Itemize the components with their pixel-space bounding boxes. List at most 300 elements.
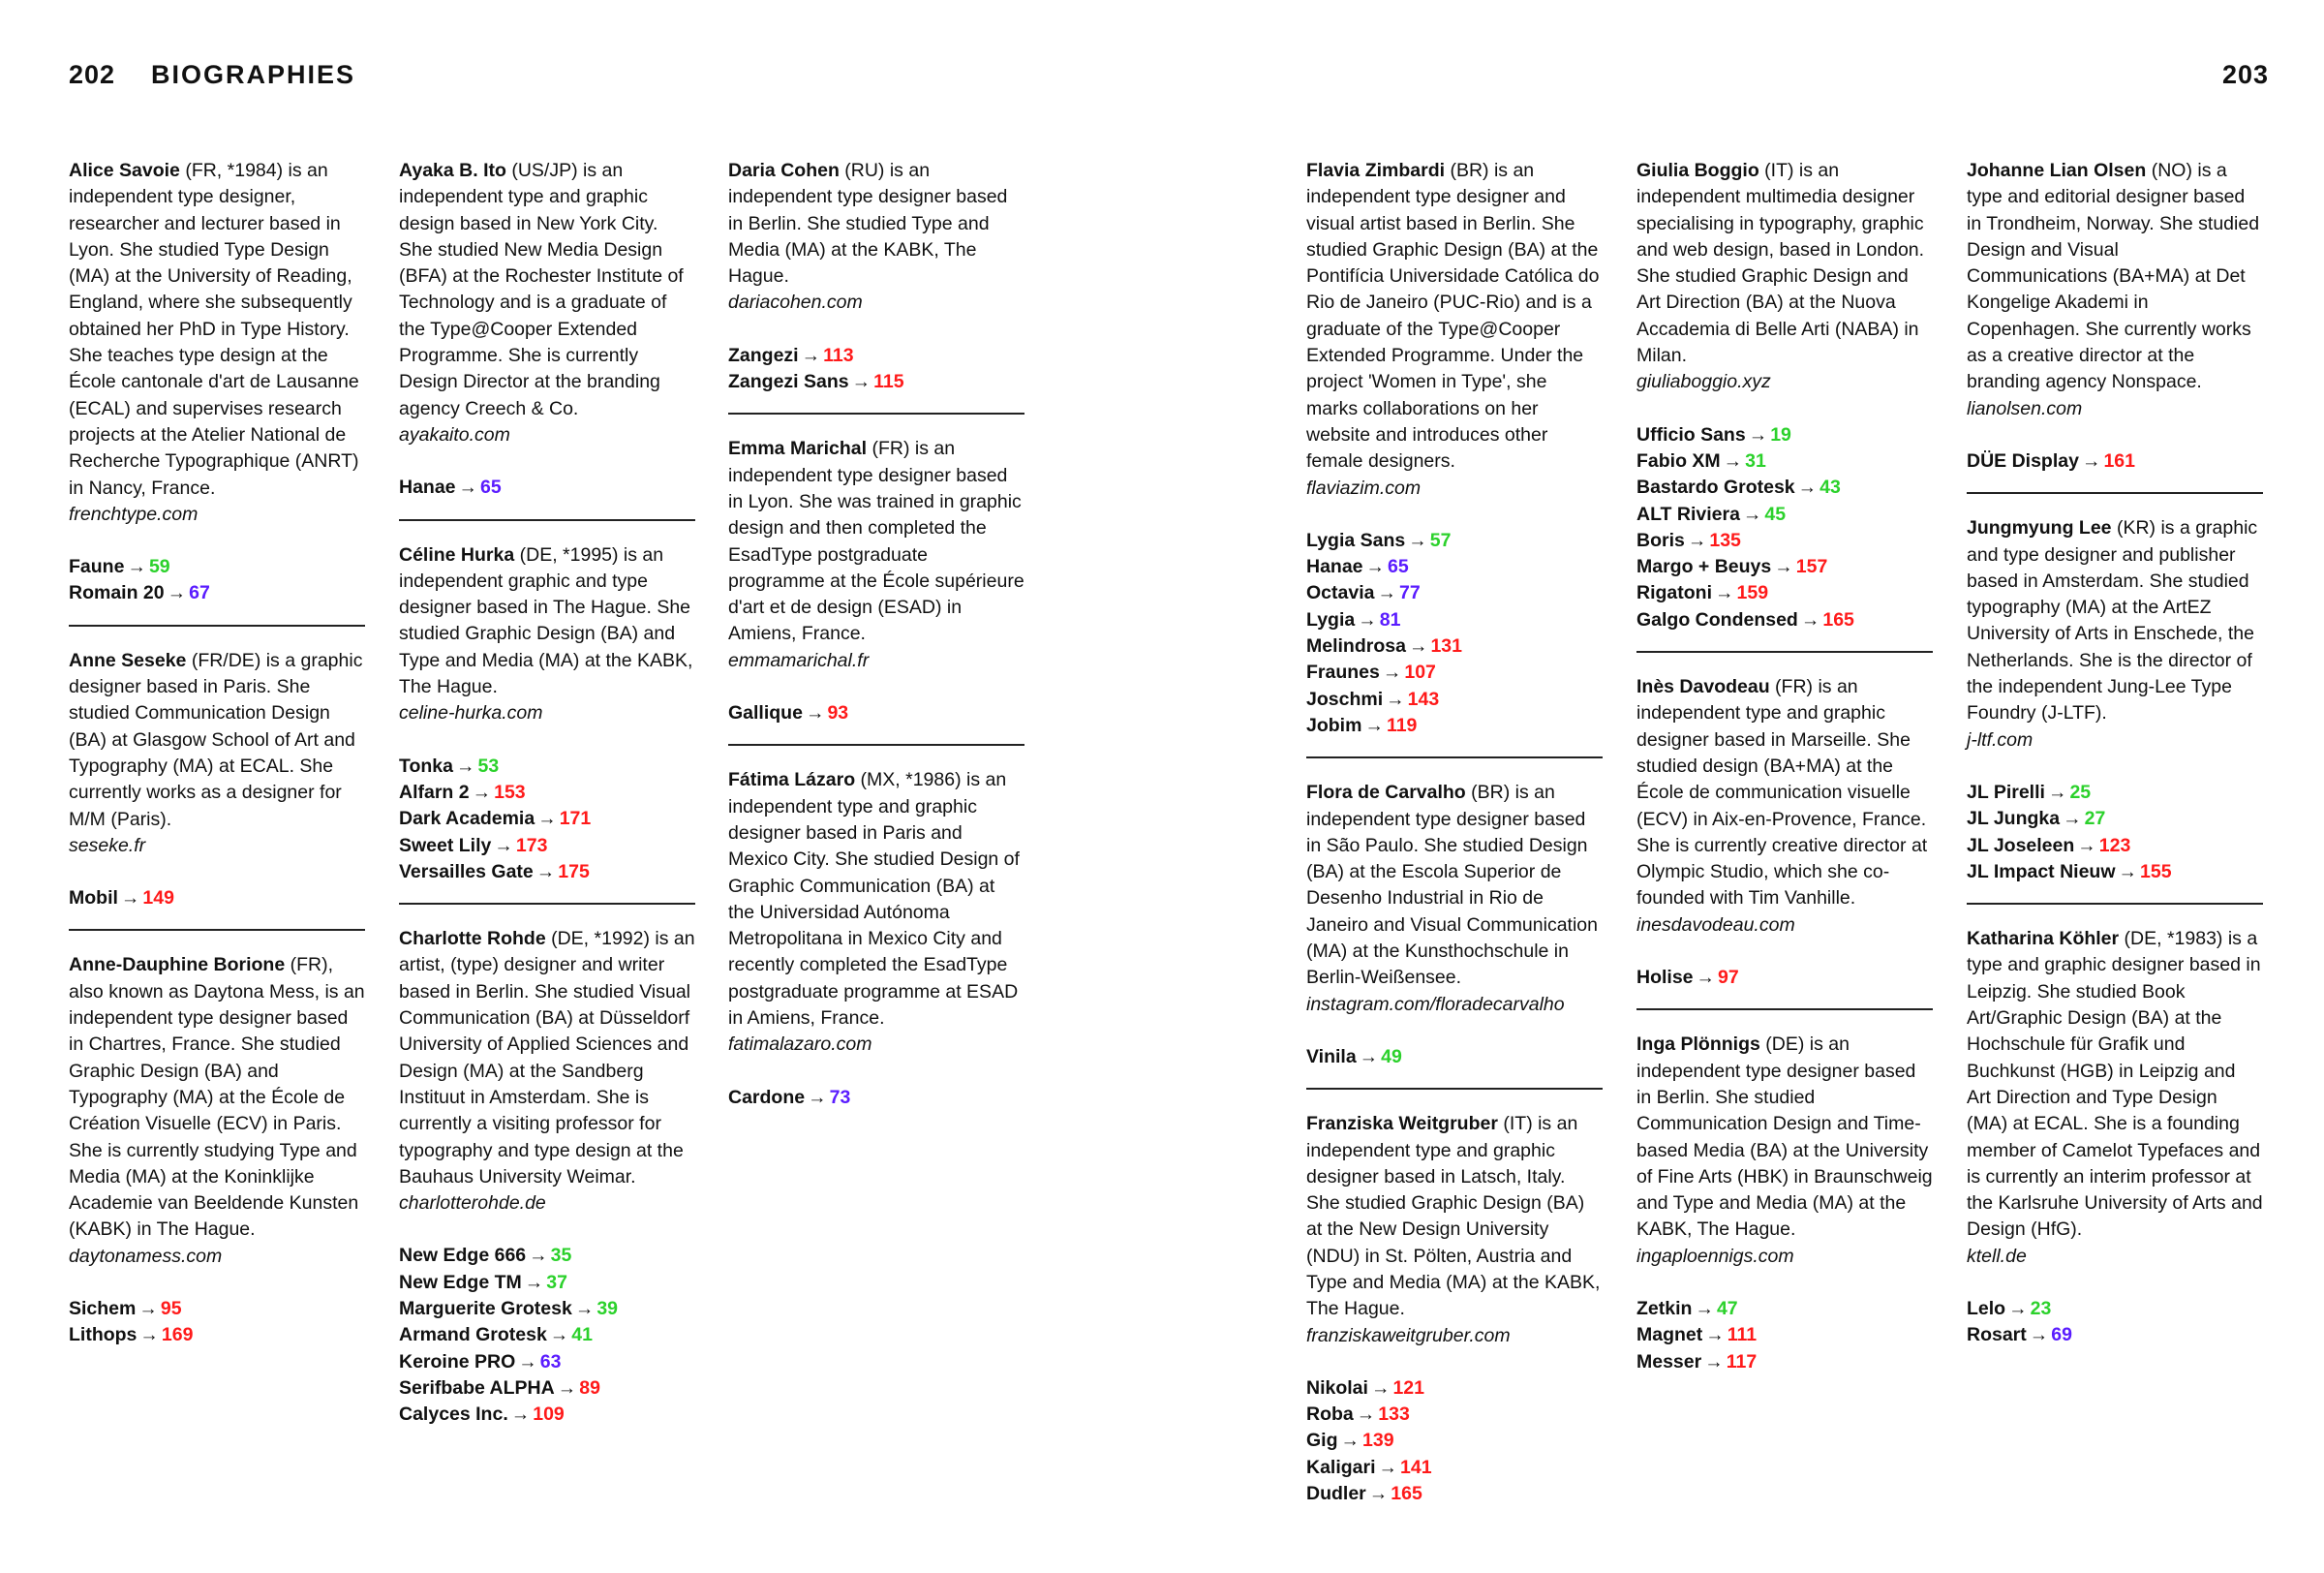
arrow-icon: → bbox=[524, 1271, 544, 1293]
arrow-icon: → bbox=[1704, 1350, 1724, 1373]
typeface-name: Zangezi Sans bbox=[728, 371, 849, 393]
typeface-name: JL Joseleen bbox=[1967, 834, 2075, 856]
typeface-name: Marguerite Grotesk bbox=[399, 1297, 572, 1319]
typeface-name: Cardone bbox=[728, 1086, 806, 1108]
typeface-item[interactable] bbox=[1967, 833, 2263, 859]
typeface-page-number[interactable]: 139 bbox=[1362, 1430, 1394, 1452]
designer-details: (BR) is an independent type designer and visual artist based in Berlin. She studied Graphic Design (BA) at the Pontifícia Universidade Católica do Rio de Janeiro (PUC-Rio) and is a graduate of the Type@Cooper Extended Programme. Under the project 'Women in Type', she marks collaborations on her website and introduces other female designers. bbox=[1306, 160, 1600, 473]
typeface-name: Zetkin bbox=[1636, 1297, 1693, 1319]
typeface-name: Roba bbox=[1306, 1403, 1354, 1426]
arrow-icon: → bbox=[2029, 1324, 2049, 1346]
designer-bio bbox=[1306, 1111, 1603, 1349]
typeface-list bbox=[1636, 965, 1933, 991]
designer-website-link[interactable]: franziskaweitgruber.com bbox=[1306, 1324, 1511, 1346]
typeface-page-number[interactable]: 121 bbox=[1392, 1376, 1424, 1399]
arrow-icon: → bbox=[1408, 635, 1428, 658]
arrow-icon: → bbox=[127, 556, 146, 578]
typeface-list bbox=[399, 1243, 695, 1428]
typeface-item[interactable] bbox=[728, 1085, 1024, 1111]
typeface-page-number[interactable]: 149 bbox=[142, 887, 174, 910]
typeface-item[interactable] bbox=[1636, 1349, 1933, 1375]
arrow-icon: → bbox=[1378, 1456, 1398, 1478]
arrow-icon: → bbox=[808, 1086, 827, 1108]
typeface-item[interactable] bbox=[399, 754, 695, 780]
designer-website-link[interactable]: giuliaboggio.xyz bbox=[1636, 371, 1771, 393]
typeface-item[interactable] bbox=[1306, 580, 1603, 606]
typeface-item[interactable] bbox=[1967, 1296, 2263, 1322]
typeface-item[interactable] bbox=[69, 1296, 365, 1322]
typeface-page-number[interactable]: 69 bbox=[2051, 1324, 2072, 1346]
typeface-name: Armand Grotesk bbox=[399, 1324, 547, 1346]
typeface-item[interactable] bbox=[1967, 780, 2263, 806]
arrow-icon: → bbox=[1797, 477, 1818, 499]
designer-entry bbox=[1636, 158, 1933, 653]
designer-details: (IT) is an independent multimedia designer specialising in typography, graphic and web design, based in London. She studied Graphic Design and Art Direction (BA) at the Nuova Accademia di Belle Arti (NABA) in Milan. bbox=[1636, 160, 1925, 367]
typeface-name: Lygia Sans bbox=[1306, 529, 1406, 551]
typeface-item[interactable] bbox=[399, 475, 695, 501]
typeface-name: Fraunes bbox=[1306, 662, 1380, 684]
typeface-item[interactable] bbox=[399, 1322, 695, 1348]
typeface-page-number[interactable]: 155 bbox=[2140, 860, 2172, 882]
designer-website-link[interactable]: ktell.de bbox=[1967, 1245, 2027, 1267]
typeface-item[interactable] bbox=[1306, 713, 1603, 739]
biography-column-1 bbox=[69, 158, 365, 1388]
typeface-item[interactable] bbox=[399, 1349, 695, 1375]
typeface-page-number[interactable]: 161 bbox=[2103, 449, 2135, 472]
typeface-page-number[interactable]: 109 bbox=[533, 1403, 565, 1426]
typeface-name: Nikolai bbox=[1306, 1376, 1368, 1399]
designer-website-link[interactable]: instagram.com/floradecarvalho bbox=[1306, 993, 1565, 1015]
typeface-list bbox=[1306, 528, 1603, 739]
designer-entry bbox=[399, 158, 695, 521]
typeface-list bbox=[728, 1085, 1024, 1111]
typeface-list bbox=[1636, 422, 1933, 633]
arrow-icon: → bbox=[851, 371, 872, 393]
typeface-item[interactable] bbox=[399, 1402, 695, 1428]
typeface-item[interactable] bbox=[399, 780, 695, 806]
designer-entry bbox=[1967, 158, 2263, 494]
typeface-page-number[interactable]: 31 bbox=[1745, 449, 1766, 472]
typeface-name: Melindrosa bbox=[1306, 635, 1406, 658]
typeface-name: Holise bbox=[1636, 967, 1694, 989]
designer-name: Johanne Lian Olsen bbox=[1967, 160, 2147, 181]
arrow-icon: → bbox=[1377, 582, 1396, 604]
typeface-page-number[interactable]: 173 bbox=[515, 834, 548, 856]
designer-website-link[interactable]: dariacohen.com bbox=[728, 292, 863, 314]
typeface-name: Hanae bbox=[1306, 556, 1363, 578]
designer-bio bbox=[399, 926, 695, 1217]
arrow-icon: → bbox=[1358, 608, 1377, 631]
typeface-item[interactable] bbox=[1967, 859, 2263, 885]
typeface-page-number[interactable]: 97 bbox=[1718, 967, 1739, 989]
typeface-page-number[interactable]: 123 bbox=[2098, 834, 2131, 856]
typeface-name: Lygia bbox=[1306, 608, 1356, 631]
typeface-list bbox=[69, 554, 365, 607]
typeface-page-number[interactable]: 141 bbox=[1400, 1456, 1432, 1478]
designer-entry bbox=[399, 542, 695, 906]
arrow-icon: → bbox=[458, 477, 478, 499]
typeface-page-number[interactable]: 81 bbox=[1379, 608, 1401, 631]
typeface-item[interactable] bbox=[399, 833, 695, 859]
typeface-item[interactable] bbox=[69, 580, 365, 606]
typeface-list bbox=[728, 343, 1024, 396]
arrow-icon: → bbox=[805, 702, 825, 725]
designer-name: Anne-Dauphine Borione bbox=[69, 954, 286, 976]
arrow-icon: → bbox=[1800, 608, 1820, 631]
typeface-page-number[interactable]: 63 bbox=[539, 1350, 562, 1373]
designer-details: (DE, *1983) is a type and graphic designer based in Leipzig. She studied Book Art/Graphic Design (BA) at the Hochschule für Grafik und Buchkunst (HGB) in Leipzig and Art Direction and Type Design (MA) at ECAL. She is a founding member of Camelot Typefaces and is currently an interim professor at the Karlsruhe University of Arts and Design (HfG). bbox=[1967, 928, 2263, 1241]
designer-bio bbox=[399, 158, 695, 448]
designer-bio bbox=[1636, 674, 1933, 939]
typeface-page-number[interactable]: 73 bbox=[829, 1086, 851, 1108]
designer-name: Flavia Zimbardi bbox=[1306, 160, 1446, 181]
typeface-name: Rigatoni bbox=[1636, 582, 1712, 604]
typeface-item[interactable] bbox=[399, 1296, 695, 1322]
biography-column-6 bbox=[1967, 158, 2263, 1388]
typeface-item[interactable] bbox=[69, 1322, 365, 1348]
typeface-item[interactable] bbox=[1636, 1322, 1933, 1348]
arrow-icon: → bbox=[2063, 808, 2082, 830]
designer-details: (FR) is an independent type designer based in Lyon. She was trained in graphic design and then completed the EsadType postgraduate programme at the École supérieure d'art et de design (ESAD) in Amiens, France. bbox=[728, 438, 1024, 645]
typeface-item[interactable] bbox=[1636, 448, 1933, 475]
typeface-name: Romain 20 bbox=[69, 582, 165, 604]
arrow-icon: → bbox=[549, 1324, 569, 1346]
arrow-icon: → bbox=[1696, 967, 1716, 989]
typeface-page-number[interactable]: 45 bbox=[1764, 503, 1787, 525]
designer-entry bbox=[69, 158, 365, 627]
typeface-name: New Edge 666 bbox=[399, 1245, 527, 1267]
typeface-item[interactable] bbox=[399, 806, 695, 832]
arrow-icon: → bbox=[2081, 449, 2101, 472]
designer-entry bbox=[728, 436, 1024, 746]
designer-entry bbox=[728, 158, 1024, 415]
typeface-list bbox=[1967, 780, 2263, 885]
designer-website-link[interactable]: flaviazim.com bbox=[1306, 477, 1422, 499]
typeface-page-number[interactable]: 93 bbox=[827, 702, 849, 725]
designer-bio bbox=[728, 158, 1024, 317]
designer-name: Giulia Boggio bbox=[1636, 160, 1759, 181]
designer-name: Emma Marichal bbox=[728, 438, 868, 460]
typeface-page-number[interactable]: 117 bbox=[1726, 1350, 1758, 1373]
designer-website-link[interactable]: ayakaito.com bbox=[399, 423, 510, 446]
typeface-name: New Edge TM bbox=[399, 1271, 522, 1293]
arrow-icon: → bbox=[1382, 662, 1402, 684]
designer-details: (MX, *1986) is an independent type and graphic designer based in Paris and Mexico City. She studied Design of Graphic Communication (BA) at the Universidad Autónoma Metropolitana in Mexico City and recently completed the EsadType postgraduate programme at ESAD in Amiens, France. bbox=[728, 769, 1020, 1030]
typeface-item[interactable] bbox=[1636, 1296, 1933, 1322]
typeface-name: Joschmi bbox=[1306, 688, 1384, 710]
typeface-page-number[interactable]: 157 bbox=[1795, 556, 1828, 578]
typeface-page-number[interactable]: 175 bbox=[558, 860, 590, 882]
arrow-icon: → bbox=[494, 834, 513, 856]
typeface-name: Dark Academia bbox=[399, 808, 535, 830]
designer-website-link[interactable]: lianolsen.com bbox=[1967, 397, 2083, 419]
biography-column-4 bbox=[1306, 158, 1603, 1546]
typeface-list bbox=[69, 1296, 365, 1349]
typeface-name: Sweet Lily bbox=[399, 834, 492, 856]
designer-website-link[interactable]: ingaploennigs.com bbox=[1636, 1245, 1794, 1267]
arrow-icon: → bbox=[1370, 1376, 1391, 1399]
typeface-page-number[interactable]: 57 bbox=[1429, 529, 1452, 551]
arrow-icon: → bbox=[1723, 449, 1743, 472]
biography-column-5 bbox=[1636, 158, 1933, 1414]
designer-name: Fátima Lázaro bbox=[728, 769, 856, 791]
designer-bio bbox=[1306, 780, 1603, 1018]
typeface-name: Faune bbox=[69, 556, 125, 578]
designer-details: (DE, *1995) is an independent graphic and type designer based in The Hague. She studied Graphic Design (BA) and Type and Media (MA) at the KABK, The Hague. bbox=[399, 543, 693, 698]
typeface-item[interactable] bbox=[399, 1270, 695, 1296]
arrow-icon: → bbox=[1365, 556, 1386, 578]
typeface-page-number[interactable]: 89 bbox=[579, 1376, 600, 1399]
typeface-list bbox=[1967, 1296, 2263, 1349]
designer-details: (DE) is an independent type designer based in Berlin. She studied Communication Design and Time-based Media (BA) at the University of Fine Arts (HBK) in Braunschweig and Type and Media (MA) at the KABK, The Hague. bbox=[1636, 1033, 1933, 1241]
designer-details: (NO) is a type and editorial designer based in Trondheim, Norway. She studied Design and Visual Communications (BA+MA) at Det Kongelige Akademi in Copenhagen. She currently works as a creative director at the branding agency Nonspace. bbox=[1967, 160, 2260, 393]
typeface-page-number[interactable]: 159 bbox=[1736, 582, 1769, 604]
typeface-item[interactable] bbox=[1306, 1455, 1603, 1481]
arrow-icon: → bbox=[1386, 688, 1405, 710]
typeface-item[interactable] bbox=[399, 859, 695, 885]
typeface-item[interactable] bbox=[1306, 1044, 1603, 1070]
arrow-icon: → bbox=[574, 1297, 595, 1319]
typeface-item[interactable] bbox=[1636, 607, 1933, 633]
designer-name: Charlotte Rohde bbox=[399, 928, 546, 950]
typeface-item[interactable] bbox=[399, 1375, 695, 1402]
typeface-name: Fabio XM bbox=[1636, 449, 1721, 472]
typeface-name: Alfarn 2 bbox=[399, 781, 470, 803]
designer-website-link[interactable]: inesdavodeau.com bbox=[1636, 913, 1795, 936]
typeface-page-number[interactable]: 131 bbox=[1430, 635, 1462, 658]
typeface-page-number[interactable]: 47 bbox=[1716, 1297, 1738, 1319]
typeface-name: Gig bbox=[1306, 1430, 1338, 1452]
designer-name: Ayaka B. Ito bbox=[399, 160, 506, 181]
typeface-item[interactable] bbox=[69, 885, 365, 911]
page-number-left: 202 bbox=[69, 60, 116, 89]
arrow-icon: → bbox=[1368, 1483, 1389, 1505]
typeface-page-number[interactable]: 43 bbox=[1819, 477, 1841, 499]
typeface-name: Keroine PRO bbox=[399, 1350, 516, 1373]
typeface-list bbox=[728, 700, 1024, 726]
typeface-page-number[interactable]: 119 bbox=[1386, 714, 1418, 736]
arrow-icon: → bbox=[518, 1350, 537, 1373]
typeface-name: Kaligari bbox=[1306, 1456, 1376, 1478]
typeface-page-number[interactable]: 107 bbox=[1404, 662, 1436, 684]
typeface-name: Dudler bbox=[1306, 1483, 1366, 1505]
typeface-list bbox=[1636, 1296, 1933, 1375]
typeface-name: Lelo bbox=[1967, 1297, 2006, 1319]
typeface-item[interactable] bbox=[1306, 1428, 1603, 1454]
typeface-page-number[interactable]: 35 bbox=[550, 1245, 572, 1267]
typeface-page-number[interactable]: 153 bbox=[494, 781, 526, 803]
typeface-name: JL Impact Nieuw bbox=[1967, 860, 2116, 882]
typeface-name: Rosart bbox=[1967, 1324, 2027, 1346]
typeface-item[interactable] bbox=[1306, 1402, 1603, 1428]
typeface-item[interactable] bbox=[1306, 554, 1603, 580]
designer-bio bbox=[1306, 158, 1603, 502]
designer-details: (FR) is an independent type and graphic designer based in Marseille. She studied design (BA+MA) at the École de communication visuelle (ECV) in Aix-en-Provence, France. She is currently creative director at Olympic Studio, which she co-founded with Tim Vanhille. bbox=[1636, 676, 1928, 910]
arrow-icon: → bbox=[1359, 1045, 1379, 1067]
typeface-item[interactable] bbox=[1636, 554, 1933, 580]
designer-website-link[interactable]: daytonamess.com bbox=[69, 1245, 223, 1267]
arrow-icon: → bbox=[2077, 834, 2096, 856]
typeface-name: Galgo Condensed bbox=[1636, 608, 1798, 631]
typeface-item[interactable] bbox=[1636, 475, 1933, 501]
designer-website-link[interactable]: j-ltf.com bbox=[1967, 728, 2034, 751]
typeface-list bbox=[399, 475, 695, 501]
arrow-icon: → bbox=[535, 860, 556, 882]
arrow-icon: → bbox=[1687, 529, 1707, 551]
arrow-icon: → bbox=[167, 582, 187, 604]
typeface-page-number[interactable]: 25 bbox=[2069, 781, 2092, 803]
arrow-icon: → bbox=[1408, 529, 1427, 551]
biography-column-2 bbox=[399, 158, 695, 1466]
designer-entry bbox=[1636, 1032, 1933, 1393]
designer-bio bbox=[1967, 515, 2263, 754]
typeface-list bbox=[1306, 1044, 1603, 1070]
designer-website-link[interactable]: charlotterohde.de bbox=[399, 1192, 546, 1215]
arrow-icon: → bbox=[510, 1403, 531, 1426]
typeface-name: Magnet bbox=[1636, 1324, 1703, 1346]
designer-name: Inga Plönnigs bbox=[1636, 1033, 1760, 1056]
designer-entry bbox=[399, 926, 695, 1445]
typeface-page-number[interactable]: 115 bbox=[873, 371, 904, 393]
typeface-name: Lithops bbox=[69, 1324, 138, 1346]
designer-entry bbox=[1306, 158, 1603, 758]
typeface-page-number[interactable]: 23 bbox=[2030, 1297, 2052, 1319]
arrow-icon: → bbox=[529, 1245, 548, 1267]
designer-entry bbox=[69, 952, 365, 1366]
biography-column-3 bbox=[728, 158, 1024, 1150]
typeface-page-number[interactable]: 111 bbox=[1727, 1324, 1758, 1346]
typeface-page-number[interactable]: 65 bbox=[1388, 556, 1409, 578]
typeface-item[interactable] bbox=[399, 1243, 695, 1269]
typeface-item[interactable] bbox=[1636, 965, 1933, 991]
typeface-page-number[interactable]: 41 bbox=[571, 1324, 593, 1346]
typeface-page-number[interactable]: 169 bbox=[161, 1324, 194, 1346]
typeface-name: Sichem bbox=[69, 1297, 137, 1319]
designer-details: (IT) is an independent type and graphic designer based in Latsch, Italy. She studied Graphic Design (BA) at the New Design University (NDU) in St. Pölten, Austria and Type and Media (MA) at the KABK, The Hague. bbox=[1306, 1113, 1601, 1320]
typeface-page-number[interactable]: 113 bbox=[823, 344, 854, 366]
designer-name: Céline Hurka bbox=[399, 543, 515, 566]
typeface-name: Serifbabe ALPHA bbox=[399, 1376, 555, 1399]
designer-details: (FR), also known as Daytona Mess, is an independent type designer based in Chartres, France. She studied Graphic Design (BA) and Typography (MA) at the École de Création Visuelle (ECV) in Paris. She is currently studying Type and Media (MA) at the Koninklijke Academie van Beeldende Kunsten (KABK) in The Hague. bbox=[69, 954, 365, 1241]
typeface-item[interactable] bbox=[1636, 580, 1933, 606]
typeface-page-number[interactable]: 39 bbox=[596, 1297, 619, 1319]
typeface-page-number[interactable]: 165 bbox=[1822, 608, 1854, 631]
designer-details: (DE, *1992) is an artist, (type) designer and writer based in Berlin. She studied Visual Communication (BA) at Düsseldorf University of Applied Sciences and Design (MA) at the Sandberg Instituut in Amsterdam. She is currently a visiting professor for typography and type design at the Bauhaus University Weimar. bbox=[399, 928, 695, 1187]
typeface-item[interactable] bbox=[728, 369, 1024, 395]
typeface-item[interactable] bbox=[1636, 422, 1933, 448]
typeface-page-number[interactable]: 95 bbox=[160, 1297, 182, 1319]
designer-bio bbox=[1967, 926, 2263, 1270]
arrow-icon: → bbox=[1356, 1403, 1376, 1426]
typeface-name: ALT Riviera bbox=[1636, 503, 1740, 525]
arrow-icon: → bbox=[2118, 860, 2138, 882]
typeface-page-number[interactable]: 135 bbox=[1709, 529, 1741, 551]
typeface-page-number[interactable]: 165 bbox=[1391, 1483, 1422, 1505]
designer-name: Franziska Weitgruber bbox=[1306, 1113, 1498, 1135]
typeface-name: Jobim bbox=[1306, 714, 1362, 736]
arrow-icon: → bbox=[2047, 781, 2067, 803]
typeface-item[interactable] bbox=[69, 554, 365, 580]
typeface-name: JL Pirelli bbox=[1967, 781, 2045, 803]
designer-website-link[interactable]: seseke.fr bbox=[69, 834, 146, 856]
typeface-name: Gallique bbox=[728, 702, 803, 725]
typeface-name: Bastardo Grotesk bbox=[1636, 477, 1795, 499]
typeface-item[interactable] bbox=[728, 343, 1024, 369]
designer-entry bbox=[1306, 780, 1603, 1090]
typeface-page-number[interactable]: 143 bbox=[1407, 688, 1440, 710]
typeface-page-number[interactable]: 53 bbox=[477, 755, 500, 777]
arrow-icon: → bbox=[1748, 423, 1768, 446]
designer-website-link[interactable]: emmamarichal.fr bbox=[728, 649, 870, 671]
designer-website-link[interactable]: fatimalazaro.com bbox=[728, 1033, 872, 1056]
typeface-page-number[interactable]: 67 bbox=[189, 582, 210, 604]
typeface-item[interactable] bbox=[728, 700, 1024, 726]
typeface-item[interactable] bbox=[1306, 660, 1603, 686]
typeface-item[interactable] bbox=[1636, 502, 1933, 528]
designer-bio bbox=[69, 648, 365, 859]
designer-entry bbox=[69, 648, 365, 932]
designer-name: Inès Davodeau bbox=[1636, 676, 1770, 698]
designer-name: Anne Seseke bbox=[69, 649, 187, 671]
designer-details: (FR/DE) is a graphic designer based in Paris. She studied Communication Design (BA) at Glasgow School of Art and Typography (MA) at ECAL. She currently works as a designer for M/M (Paris). bbox=[69, 649, 363, 830]
typeface-item[interactable] bbox=[1306, 633, 1603, 660]
designer-details: (BR) is an independent type designer based in São Paulo. She studied Design (BA) at the Escola Superior de Desenho Industrial in Rio de Janeiro and Visual Communication (MA) at the Kunsthochschule in Berlin-Weißensee. bbox=[1306, 782, 1598, 989]
designer-website-link[interactable]: frenchtype.com bbox=[69, 503, 199, 525]
typeface-name: Mobil bbox=[69, 887, 118, 910]
designer-website-link[interactable]: celine-hurka.com bbox=[399, 702, 543, 725]
typeface-name: Tonka bbox=[399, 755, 453, 777]
typeface-item[interactable] bbox=[1306, 528, 1603, 554]
designer-bio bbox=[1967, 158, 2263, 422]
typeface-name: DÜE Display bbox=[1967, 449, 2079, 472]
typeface-item[interactable] bbox=[1306, 1375, 1603, 1402]
typeface-item[interactable] bbox=[1306, 607, 1603, 633]
typeface-page-number[interactable]: 77 bbox=[1398, 582, 1421, 604]
arrow-icon: → bbox=[1705, 1324, 1725, 1346]
typeface-page-number[interactable]: 171 bbox=[559, 808, 592, 830]
typeface-page-number[interactable]: 27 bbox=[2084, 808, 2106, 830]
typeface-page-number[interactable]: 65 bbox=[480, 477, 502, 499]
designer-entry bbox=[1967, 515, 2263, 905]
designer-name: Katharina Köhler bbox=[1967, 928, 2120, 950]
typeface-page-number[interactable]: 37 bbox=[546, 1271, 567, 1293]
designer-details: (KR) is a graphic and type designer and publisher based in Amsterdam. She studied typography (MA) at the ArtEZ University of Arts in Enschede, the Netherlands. She is the director of the independent Jung-Lee Type Foundry (J-LTF). bbox=[1967, 517, 2258, 725]
arrow-icon: → bbox=[139, 1324, 159, 1346]
typeface-item[interactable] bbox=[1636, 528, 1933, 554]
arrow-icon: → bbox=[1364, 714, 1384, 736]
designer-bio bbox=[728, 767, 1024, 1058]
typeface-item[interactable] bbox=[1306, 1481, 1603, 1507]
designer-bio bbox=[1636, 1032, 1933, 1270]
designer-entry bbox=[1967, 926, 2263, 1366]
designer-bio bbox=[399, 542, 695, 727]
typeface-item[interactable] bbox=[1306, 687, 1603, 713]
typeface-page-number[interactable]: 19 bbox=[1770, 423, 1791, 446]
typeface-list bbox=[1306, 1375, 1603, 1507]
typeface-page-number[interactable]: 49 bbox=[1381, 1045, 1402, 1067]
designer-details: (RU) is an independent type designer based in Berlin. She studied Type and Media (MA) at the KABK, The Hague. bbox=[728, 160, 1008, 288]
designer-name: Flora de Carvalho bbox=[1306, 782, 1466, 804]
typeface-page-number[interactable]: 133 bbox=[1378, 1403, 1410, 1426]
typeface-page-number[interactable]: 59 bbox=[148, 556, 170, 578]
designer-details: (US/JP) is an independent type and graphic design based in New York City. She studied New Media Design (BFA) at the Rochester Institute of Technology and is a graduate of the Type@Cooper Extended Programme. She is currently Design Director at the branding agency Creech & Co. bbox=[399, 160, 684, 419]
typeface-list bbox=[1967, 448, 2263, 475]
typeface-item[interactable] bbox=[1967, 1322, 2263, 1348]
typeface-item[interactable] bbox=[1967, 806, 2263, 832]
typeface-item[interactable] bbox=[1967, 448, 2263, 475]
typeface-name: Vinila bbox=[1306, 1045, 1357, 1067]
designer-bio bbox=[728, 436, 1024, 674]
